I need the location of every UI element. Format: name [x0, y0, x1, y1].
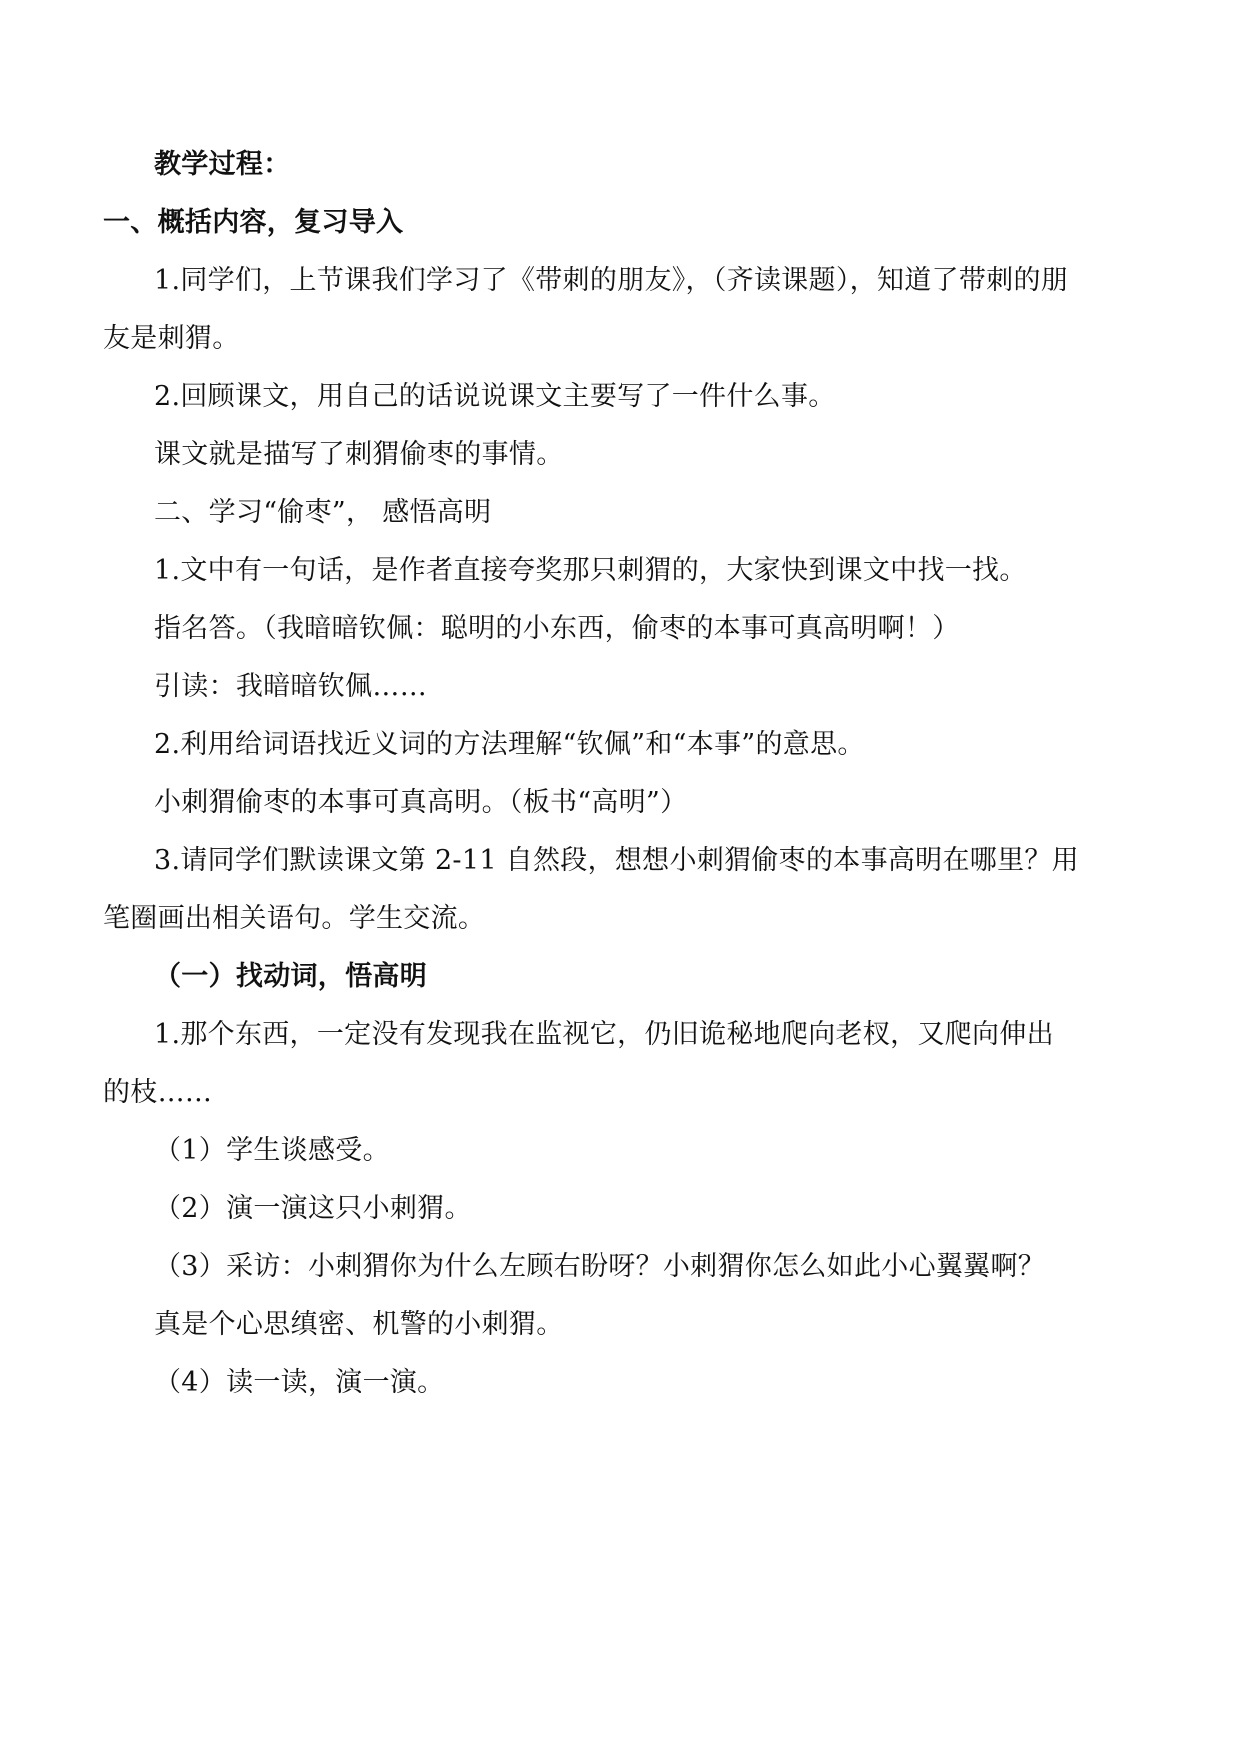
paragraph-review-line-2: 友是刺猬。: [103, 323, 240, 354]
paragraph-conclusion: 真是个心思缜密、机警的小刺猬。: [154, 1309, 564, 1340]
teaching-process-heading: 教学过程：: [154, 149, 291, 180]
paragraph-guided-reading: 引读：我暗暗钦佩……: [154, 671, 427, 702]
section-1-title: 一、概括内容，复习导入: [103, 207, 404, 238]
list-item-2: （2）演一演这只小刺猬。: [154, 1193, 472, 1224]
paragraph-blackboard: 小刺猬偷枣的本事可真高明。（板书“高明”）: [154, 787, 688, 818]
paragraph-quote-line-2: 的枝……: [103, 1077, 213, 1108]
paragraph-silent-reading-line-1: 3.请同学们默读课文第 2-11 自然段，想想小刺猬偷枣的本事高明在哪里？用: [154, 845, 1079, 876]
paragraph-review-line-1: 1.同学们，上节课我们学习了《带刺的朋友》，（齐读课题），知道了带刺的朋: [154, 265, 1069, 296]
paragraph-find-sentence: 1.文中有一句话，是作者直接夸奖那只刺猬的，大家快到课文中找一找。: [154, 555, 1027, 586]
paragraph-summary: 课文就是描写了刺猬偷枣的事情。: [154, 439, 564, 470]
paragraph-recall: 2.回顾课文，用自己的话说说课文主要写了一件什么事。: [154, 381, 836, 412]
list-item-1: （1）学生谈感受。: [154, 1135, 390, 1166]
paragraph-silent-reading-line-2: 笔圈画出相关语句。学生交流。: [103, 903, 486, 934]
paragraph-synonyms: 2.利用给词语找近义词的方法理解“钦佩”和“本事”的意思。: [154, 729, 865, 760]
list-item-4: （4）读一读，演一演。: [154, 1367, 445, 1398]
list-item-3: （3）采访：小刺猬你为什么左顾右盼呀？小刺猬你怎么如此小心翼翼啊？: [154, 1251, 1046, 1282]
subsection-1-title: （一）找动词，悟高明: [154, 961, 427, 992]
paragraph-quote-line-1: 1.那个东西，一定没有发现我在监视它，仍旧诡秘地爬向老杈，又爬向伸出: [154, 1019, 1054, 1050]
paragraph-answer: 指名答。（我暗暗钦佩：聪明的小东西，偷枣的本事可真高明啊！）: [154, 613, 960, 644]
section-2-title: 二、学习“偷枣”， 感悟高明: [154, 497, 492, 528]
